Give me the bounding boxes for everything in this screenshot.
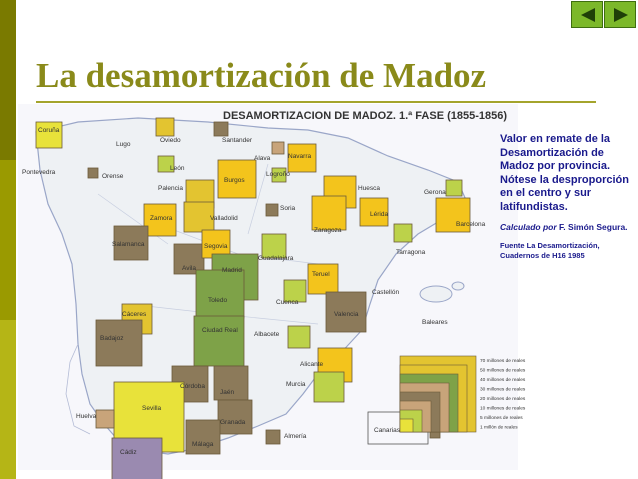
province-label-logrono: Logroño [266,171,290,178]
province-label-soria: Soria [280,205,296,212]
province-square-albacete [288,326,310,348]
province-square-soria [266,204,278,216]
province-label-gerona: Gerona [424,189,446,196]
province-label-pontevedra: Pontevedra [22,169,56,176]
province-label-valencia: Valencia [334,311,359,318]
province-square-almeria [266,430,280,444]
province-label-guadalajara: Guadalajara [258,255,294,262]
province-square-santander [214,122,228,136]
province-label-santander: Santander [222,137,252,144]
province-square-coruna [36,122,62,148]
legend-label-7: 1 millón de reales [480,425,518,431]
province-label-madrid: Madrid [222,267,242,274]
legend-square-7 [400,419,413,432]
province-square-huelva [96,410,114,428]
province-label-palencia: Palencia [158,185,183,192]
legend-label-1: 50 millones de reales [480,368,526,374]
province-square-cadiz [112,438,162,479]
province-label-coruna: Coruña [38,127,60,134]
province-square-murcia [314,372,344,402]
province-label-huesca: Huesca [358,185,381,192]
caption-main: Valor en remate de la Desamortización de Madoz por provincia. Nótese la desproporción en el centro y sur latifundistas. [500,133,629,213]
caption-source: Fuente La Desamortización, Cuadernos de H16 1985 [500,241,600,260]
province-label-castellon: Castellón [372,289,400,296]
legend-label-6: 5 millones de reales [480,416,523,421]
province-label-segovia: Segovia [204,243,228,250]
province-label-cuenca: Cuenca [276,299,299,306]
province-label-alava: Alava [254,155,271,162]
province-label-cordoba: Córdoba [180,383,205,390]
province-square-tarragona [394,224,412,242]
province-label-leon: León [170,165,185,172]
province-square-oviedo [156,118,174,136]
province-square-teruel [308,264,338,294]
province-label-lugo: Lugo [116,141,131,148]
province-label-valladolid: Valladolid [210,215,238,222]
arrow-left-icon [579,7,597,23]
side-caption [500,133,636,261]
province-label-toledo: Toledo [208,297,228,304]
legend-label-4: 20 millones de reales [480,397,526,402]
province-label-tarragona: Tarragona [396,249,426,256]
province-label-ciudad-real: Ciudad Real [202,327,238,334]
province-label-badajoz: Badajoz [100,335,124,342]
left-accent-bar [0,0,16,479]
province-square-alava [272,142,284,154]
province-label-zamora: Zamora [150,215,173,222]
baleares-islands [420,286,452,302]
province-label-canarias: Canarias [374,427,401,434]
legend-label-5: 10 millones de reales [480,406,526,412]
next-slide-button[interactable] [604,1,636,28]
province-label-orense: Orense [102,173,124,180]
province-square-orense [88,168,98,178]
legend-label-0: 70 millones de reales [480,359,526,364]
province-label-baleares: Baleares [422,319,448,326]
arrow-right-icon [612,7,630,23]
credit-author: F. Simón Segura. [556,222,628,232]
desamortization-map [18,104,526,470]
province-label-sevilla: Sevilla [142,405,162,412]
province-square-badajoz [96,320,142,366]
province-label-jaen: Jaén [220,389,235,396]
province-label-avila: Avila [182,265,196,272]
province-label-navarra: Navarra [288,153,312,160]
credit-prefix: Calculado por [500,222,557,232]
previous-slide-button[interactable] [571,1,603,28]
province-label-murcia: Murcia [286,381,306,388]
title-underline [36,101,596,103]
province-label-malaga: Málaga [192,441,214,448]
caption-credit [500,222,636,233]
map-title: DESAMORTIZACION DE MADOZ. 1.ª FASE (1855-1856) [223,110,508,122]
province-label-granada: Granada [220,419,246,426]
province-square-malaga [186,420,220,454]
province-label-barcelona: Barcelona [456,221,486,228]
province-label-salamanca: Salamanca [112,241,145,248]
province-label-albacete: Albacete [254,331,280,338]
legend-label-3: 30 millones de reales [480,387,526,393]
province-label-almeria: Almería [284,433,307,440]
slide-title: La desamortización de Madoz [36,56,487,95]
province-square-ciudad-real [194,316,244,366]
province-label-oviedo: Oviedo [160,137,181,144]
province-square-granada [218,400,252,434]
legend-label-2: 40 millones de reales [480,378,526,383]
province-label-lerida: Lérida [370,211,389,218]
province-label-zaragoza: Zaragoza [314,227,342,234]
province-label-huelva: Huelva [76,413,97,420]
province-square-zaragoza [312,196,346,230]
province-square-toledo [196,270,244,318]
province-label-cadiz: Cádiz [120,449,137,456]
province-label-teruel: Teruel [312,271,330,278]
province-label-burgos: Burgos [224,177,245,184]
province-label-caceres: Cáceres [122,311,147,318]
province-square-gerona [446,180,462,196]
province-label-alicante: Alicante [300,361,324,368]
